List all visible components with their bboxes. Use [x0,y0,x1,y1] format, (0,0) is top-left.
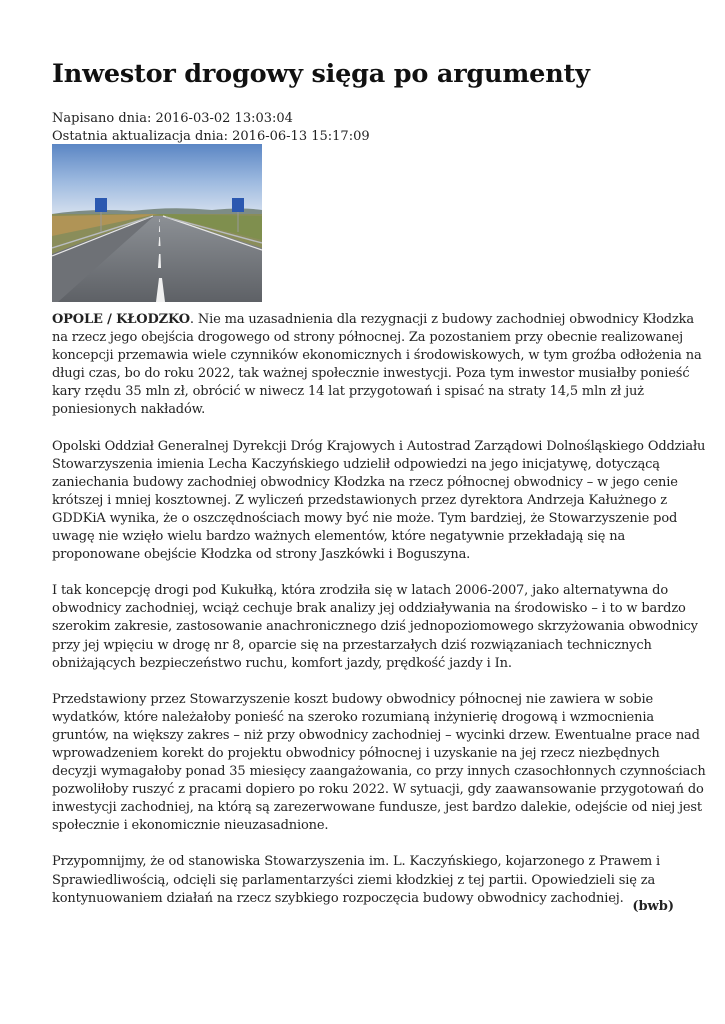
paragraph-3: I tak koncepcję drogi pod Kukułką, która zrodziła się w latach 2006-2007, jako alternatywna do obwodnicy zachodniej, wciąż cechuje brak analizy jej oddziaływania na środowisko – i to w bardzo szerokim zakresie, zastosowanie anachronicznego dziś jednopoziomowego skrzyżowania obwodnicy przy jej wpięciu w drogę nr 8, oparcie się na przestarzałych dziś rozwiązaniach technicznych obniżających bezpieczeństwo ruchu, komfort jazdy, prędkość jazdy i In. [52,583,698,671]
author-signature: (bwb) [632,899,674,914]
article-meta [52,110,370,146]
written-date: Napisano dnia: 2016-03-02 13:03:04 [52,111,293,126]
updated-date: Ostatnia aktualizacja dnia: 2016-06-13 15:17:09 [52,129,370,144]
paragraph-1: OPOLE / KŁODZKO. Nie ma uzasadnienia dla rezygnacji z budowy zachodniej obwodnicy Kłodzka na rzecz jego obejścia drogowego od strony północnej. Za pozostaniem przy obecnie realizowanej koncepcji przemawia wiele czynników ekonomicznych i środowiskowych, w tym groźba odłożenia na długi czas, bo do roku 2022, tak ważnej społecznie inwestycji. Poza tym inwestor musiałby ponieść kary rzędu 35 mln zł, obrócić w niwecz 14 lat przygotowań i spisać na straty 14,5 mln zł już poniesionych nakładów. [52,312,702,418]
paragraph-5: Przypomnijmy, że od stanowiska Stowarzyszenia im. L. Kaczyńskiego, kojarzonego z Prawem i Sprawiedliwością, odcięli się parlamentarzyści ziemi kłodzkiej z tej partii. Opowiedzieli się za kontynuowaniem działań na rzecz szybkiego rozpoczęcia budowy obwodnicy zachodniej. [52,854,661,906]
paragraph-2: Opolski Oddział Generalnej Dyrekcji Dróg Krajowych i Autostrad Zarządowi Dolnośląskiego Oddziału Stowarzyszenia imienia Lecha Kaczyńskiego udzielił odpowiedzi na jego inicjatywę, dotyczącą zaniechania budowy zachodniej obwodnicy Kłodzka na rzecz północnej obwodnicy – w jego cenie krótszej i mniej kosztownej. Z wyliczeń przedstawionych przez dyrektora Andrzeja Kałużnego z GDDKiA wynika, że o oszczędnościach mowy być nie może. Tym bardziej, że Stowarzyszenie pod uwagę nie wzięło wielu bardzo ważnych elementów, które negatywnie przekładają się na proponowane obejście Kłodzka od strony Jaszkówki i Boguszyna. [52,438,706,563]
lead-location: OPOLE / KŁODZKO [52,312,190,327]
article-title: Inwestor drogowy sięga po argumenty [52,59,590,89]
paragraph-4: Przedstawiony przez Stowarzyszenie koszt budowy obwodnicy północnej nie zawiera w sobie wydatków, które należałoby ponieść na szeroko rozumianą inżynierię drogową i wzmocnienia gruntów, na większy zakres – niż przy obwodnicy zachodniej – wycinki drzew. Ewentualne prace nad wprowadzeniem korekt do projektu obwodnicy północnej i uzyskanie na jej rzecz niezbędnych decyzji wymagałoby ponad 35 miesięcy zaangażowania, co przy innych czasochłonnych czynnościach pozwoliłoby ruszyć z pracami dopiero po roku 2022. W sytuacji, gdy zaawansowanie przygotowań do inwestycji zachodniej, na którą są zarezerwowane fundusze, jest bardzo dalekie, odejście od niej jest społecznie i ekonomicznie nieuzasadnione. [52,691,706,834]
article-body [52,311,706,926]
road-photo [52,144,262,302]
